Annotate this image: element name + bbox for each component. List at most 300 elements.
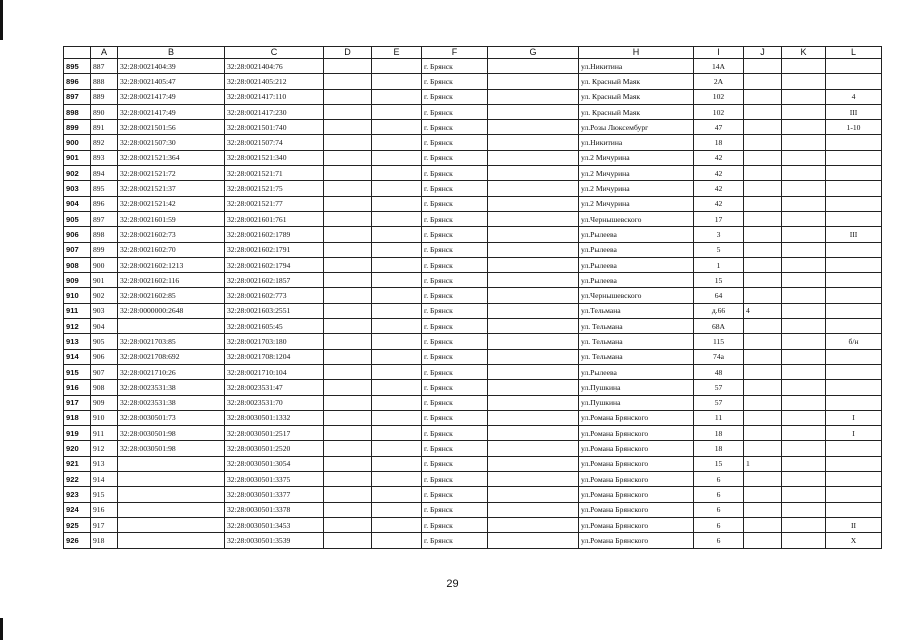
cell-d[interactable] <box>324 211 372 226</box>
row-number[interactable]: 898 <box>64 104 91 119</box>
cell-f[interactable]: г. Брянск <box>422 319 488 334</box>
cell-i[interactable]: 18 <box>694 441 744 456</box>
cell-c[interactable]: 32:28:0021507:74 <box>225 135 324 150</box>
row-number[interactable]: 900 <box>64 135 91 150</box>
cell-g[interactable] <box>488 257 579 272</box>
cell-g[interactable] <box>488 303 579 318</box>
cell-c[interactable]: 32:28:0021417:110 <box>225 89 324 104</box>
cell-h[interactable]: ул.Рылеева <box>579 242 694 257</box>
cell-a[interactable]: 917 <box>91 517 118 532</box>
cell-c[interactable]: 32:28:0021405:212 <box>225 74 324 89</box>
cell-d[interactable] <box>324 257 372 272</box>
cell-b[interactable]: 32:28:0021501:56 <box>118 120 225 135</box>
column-header-c[interactable]: C <box>225 47 324 59</box>
cell-d[interactable] <box>324 59 372 74</box>
cell-a[interactable]: 905 <box>91 334 118 349</box>
cell-d[interactable] <box>324 472 372 487</box>
cell-h[interactable]: ул. Тельмана <box>579 349 694 364</box>
cell-h[interactable]: ул.Тельмана <box>579 303 694 318</box>
cell-l[interactable] <box>826 150 882 165</box>
cell-l[interactable] <box>826 135 882 150</box>
cell-l[interactable] <box>826 288 882 303</box>
cell-l[interactable]: III <box>826 227 882 242</box>
cell-g[interactable] <box>488 59 579 74</box>
cell-j[interactable] <box>744 181 782 196</box>
cell-g[interactable] <box>488 441 579 456</box>
column-header-j[interactable]: J <box>744 47 782 59</box>
cell-d[interactable] <box>324 410 372 425</box>
cell-h[interactable]: ул. Красный Маяк <box>579 74 694 89</box>
cell-e[interactable] <box>372 380 422 395</box>
cell-c[interactable]: 32:28:0030501:3453 <box>225 517 324 532</box>
cell-c[interactable]: 32:28:0021404:76 <box>225 59 324 74</box>
cell-l[interactable]: I <box>826 426 882 441</box>
cell-g[interactable] <box>488 334 579 349</box>
cell-f[interactable]: г. Брянск <box>422 410 488 425</box>
cell-k[interactable] <box>782 181 826 196</box>
cell-i[interactable]: 6 <box>694 472 744 487</box>
cell-a[interactable]: 894 <box>91 166 118 181</box>
cell-d[interactable] <box>324 487 372 502</box>
column-header-f[interactable]: F <box>422 47 488 59</box>
cell-h[interactable]: ул.Романа Брянского <box>579 441 694 456</box>
cell-k[interactable] <box>782 150 826 165</box>
cell-k[interactable] <box>782 166 826 181</box>
row-number[interactable]: 909 <box>64 273 91 288</box>
column-header-i[interactable]: I <box>694 47 744 59</box>
cell-e[interactable] <box>372 288 422 303</box>
cell-l[interactable] <box>826 456 882 471</box>
cell-d[interactable] <box>324 380 372 395</box>
cell-k[interactable] <box>782 104 826 119</box>
cell-a[interactable]: 916 <box>91 502 118 517</box>
cell-j[interactable] <box>744 441 782 456</box>
cell-i[interactable]: 6 <box>694 517 744 532</box>
row-number[interactable]: 919 <box>64 426 91 441</box>
cell-b[interactable]: 32:28:0021710:26 <box>118 364 225 379</box>
cell-k[interactable] <box>782 502 826 517</box>
cell-c[interactable]: 32:28:0021605:45 <box>225 319 324 334</box>
cell-c[interactable]: 32:28:0021602:1789 <box>225 227 324 242</box>
cell-f[interactable]: г. Брянск <box>422 273 488 288</box>
cell-b[interactable]: 32:28:0021708:692 <box>118 349 225 364</box>
cell-j[interactable] <box>744 273 782 288</box>
cell-d[interactable] <box>324 242 372 257</box>
cell-j[interactable]: 4 <box>744 303 782 318</box>
cell-h[interactable]: ул.Рылеева <box>579 273 694 288</box>
cell-k[interactable] <box>782 89 826 104</box>
cell-l[interactable] <box>826 319 882 334</box>
cell-a[interactable]: 897 <box>91 211 118 226</box>
cell-k[interactable] <box>782 74 826 89</box>
cell-g[interactable] <box>488 273 579 288</box>
cell-e[interactable] <box>372 227 422 242</box>
cell-l[interactable]: III <box>826 104 882 119</box>
cell-f[interactable]: г. Брянск <box>422 426 488 441</box>
cell-f[interactable]: г. Брянск <box>422 303 488 318</box>
cell-k[interactable] <box>782 211 826 226</box>
cell-g[interactable] <box>488 380 579 395</box>
cell-e[interactable] <box>372 150 422 165</box>
row-number[interactable]: 906 <box>64 227 91 242</box>
cell-d[interactable] <box>324 166 372 181</box>
cell-j[interactable] <box>744 150 782 165</box>
cell-f[interactable]: г. Брянск <box>422 257 488 272</box>
cell-f[interactable]: г. Брянск <box>422 181 488 196</box>
cell-f[interactable]: г. Брянск <box>422 150 488 165</box>
cell-a[interactable]: 913 <box>91 456 118 471</box>
row-number[interactable]: 916 <box>64 380 91 395</box>
cell-e[interactable] <box>372 196 422 211</box>
cell-j[interactable] <box>744 380 782 395</box>
cell-c[interactable]: 32:28:0030501:2517 <box>225 426 324 441</box>
cell-l[interactable] <box>826 487 882 502</box>
cell-c[interactable]: 32:28:0021602:773 <box>225 288 324 303</box>
cell-h[interactable]: ул.Рылеева <box>579 227 694 242</box>
cell-i[interactable]: 48 <box>694 364 744 379</box>
cell-c[interactable]: 32:28:0021603:2551 <box>225 303 324 318</box>
cell-e[interactable] <box>372 533 422 548</box>
cell-e[interactable] <box>372 349 422 364</box>
cell-j[interactable] <box>744 196 782 211</box>
cell-l[interactable] <box>826 257 882 272</box>
cell-d[interactable] <box>324 502 372 517</box>
row-number[interactable]: 905 <box>64 211 91 226</box>
cell-i[interactable]: 5 <box>694 242 744 257</box>
cell-a[interactable]: 893 <box>91 150 118 165</box>
row-number[interactable]: 912 <box>64 319 91 334</box>
cell-j[interactable] <box>744 288 782 303</box>
cell-k[interactable] <box>782 120 826 135</box>
cell-j[interactable] <box>744 364 782 379</box>
cell-a[interactable]: 889 <box>91 89 118 104</box>
cell-h[interactable]: ул. Тельмана <box>579 334 694 349</box>
column-header-l[interactable]: L <box>826 47 882 59</box>
cell-i[interactable]: 42 <box>694 196 744 211</box>
cell-g[interactable] <box>488 517 579 532</box>
cell-d[interactable] <box>324 517 372 532</box>
cell-k[interactable] <box>782 319 826 334</box>
cell-d[interactable] <box>324 74 372 89</box>
cell-c[interactable]: 32:28:0021708:1204 <box>225 349 324 364</box>
cell-f[interactable]: г. Брянск <box>422 487 488 502</box>
cell-h[interactable]: ул. Красный Маяк <box>579 89 694 104</box>
cell-c[interactable]: 32:28:0021521:71 <box>225 166 324 181</box>
cell-b[interactable] <box>118 456 225 471</box>
cell-c[interactable]: 32:28:0021602:1791 <box>225 242 324 257</box>
cell-j[interactable] <box>744 211 782 226</box>
cell-f[interactable]: г. Брянск <box>422 104 488 119</box>
row-number[interactable]: 897 <box>64 89 91 104</box>
cell-b[interactable]: 32:28:0030501:98 <box>118 441 225 456</box>
cell-k[interactable] <box>782 303 826 318</box>
cell-i[interactable]: 115 <box>694 334 744 349</box>
cell-b[interactable]: 32:28:0023531:38 <box>118 395 225 410</box>
cell-a[interactable]: 918 <box>91 533 118 548</box>
cell-f[interactable]: г. Брянск <box>422 227 488 242</box>
cell-k[interactable] <box>782 380 826 395</box>
cell-j[interactable] <box>744 227 782 242</box>
cell-h[interactable]: ул.Рылеева <box>579 257 694 272</box>
cell-f[interactable]: г. Брянск <box>422 135 488 150</box>
cell-a[interactable]: 911 <box>91 426 118 441</box>
cell-d[interactable] <box>324 303 372 318</box>
cell-i[interactable]: д.66 <box>694 303 744 318</box>
cell-g[interactable] <box>488 135 579 150</box>
cell-k[interactable] <box>782 59 826 74</box>
cell-j[interactable] <box>744 410 782 425</box>
cell-i[interactable]: 47 <box>694 120 744 135</box>
cell-b[interactable]: 32:28:0021601:59 <box>118 211 225 226</box>
cell-e[interactable] <box>372 364 422 379</box>
cell-d[interactable] <box>324 456 372 471</box>
row-number[interactable]: 895 <box>64 59 91 74</box>
cell-c[interactable]: 32:28:0030501:3375 <box>225 472 324 487</box>
cell-f[interactable]: г. Брянск <box>422 349 488 364</box>
row-number[interactable]: 923 <box>64 487 91 502</box>
cell-f[interactable]: г. Брянск <box>422 59 488 74</box>
cell-d[interactable] <box>324 196 372 211</box>
cell-i[interactable]: 6 <box>694 487 744 502</box>
cell-c[interactable]: 32:28:0030501:3054 <box>225 456 324 471</box>
cell-d[interactable] <box>324 89 372 104</box>
cell-j[interactable] <box>744 502 782 517</box>
cell-i[interactable]: 102 <box>694 89 744 104</box>
row-number[interactable]: 920 <box>64 441 91 456</box>
cell-c[interactable]: 32:28:0021710:104 <box>225 364 324 379</box>
cell-d[interactable] <box>324 395 372 410</box>
cell-b[interactable] <box>118 487 225 502</box>
cell-d[interactable] <box>324 364 372 379</box>
cell-j[interactable] <box>744 334 782 349</box>
cell-a[interactable]: 891 <box>91 120 118 135</box>
cell-b[interactable]: 32:28:0000000:2648 <box>118 303 225 318</box>
cell-b[interactable]: 32:28:0021602:73 <box>118 227 225 242</box>
cell-j[interactable] <box>744 242 782 257</box>
row-number[interactable]: 907 <box>64 242 91 257</box>
cell-i[interactable]: 6 <box>694 533 744 548</box>
cell-e[interactable] <box>372 257 422 272</box>
cell-g[interactable] <box>488 349 579 364</box>
cell-e[interactable] <box>372 135 422 150</box>
column-header-e[interactable]: E <box>372 47 422 59</box>
cell-g[interactable] <box>488 487 579 502</box>
cell-l[interactable] <box>826 441 882 456</box>
cell-l[interactable] <box>826 166 882 181</box>
cell-e[interactable] <box>372 395 422 410</box>
cell-k[interactable] <box>782 196 826 211</box>
cell-j[interactable] <box>744 104 782 119</box>
cell-i[interactable]: 42 <box>694 166 744 181</box>
cell-l[interactable] <box>826 211 882 226</box>
cell-c[interactable]: 32:28:0030501:2520 <box>225 441 324 456</box>
cell-i[interactable]: 14А <box>694 59 744 74</box>
cell-k[interactable] <box>782 273 826 288</box>
cell-h[interactable]: ул.2 Мичурина <box>579 181 694 196</box>
cell-f[interactable]: г. Брянск <box>422 517 488 532</box>
cell-g[interactable] <box>488 288 579 303</box>
cell-j[interactable] <box>744 517 782 532</box>
cell-e[interactable] <box>372 89 422 104</box>
cell-b[interactable] <box>118 319 225 334</box>
cell-g[interactable] <box>488 242 579 257</box>
cell-j[interactable] <box>744 257 782 272</box>
cell-i[interactable]: 42 <box>694 150 744 165</box>
row-number[interactable]: 915 <box>64 364 91 379</box>
cell-f[interactable]: г. Брянск <box>422 89 488 104</box>
cell-b[interactable]: 32:28:0021602:116 <box>118 273 225 288</box>
cell-c[interactable]: 32:28:0030501:3378 <box>225 502 324 517</box>
cell-l[interactable] <box>826 364 882 379</box>
cell-b[interactable] <box>118 517 225 532</box>
cell-j[interactable] <box>744 319 782 334</box>
cell-i[interactable]: 18 <box>694 135 744 150</box>
cell-b[interactable]: 32:28:0021404:39 <box>118 59 225 74</box>
cell-b[interactable]: 32:28:0023531:38 <box>118 380 225 395</box>
row-number[interactable]: 899 <box>64 120 91 135</box>
cell-i[interactable]: 11 <box>694 410 744 425</box>
cell-a[interactable]: 890 <box>91 104 118 119</box>
cell-i[interactable]: 1 <box>694 257 744 272</box>
cell-i[interactable]: 74а <box>694 349 744 364</box>
cell-h[interactable]: ул.Романа Брянского <box>579 533 694 548</box>
cell-h[interactable]: ул.Никитина <box>579 59 694 74</box>
cell-i[interactable]: 6 <box>694 502 744 517</box>
cell-i[interactable]: 57 <box>694 395 744 410</box>
cell-j[interactable] <box>744 89 782 104</box>
cell-c[interactable]: 32:28:0021521:340 <box>225 150 324 165</box>
cell-j[interactable] <box>744 533 782 548</box>
cell-f[interactable]: г. Брянск <box>422 502 488 517</box>
cell-g[interactable] <box>488 502 579 517</box>
cell-e[interactable] <box>372 242 422 257</box>
cell-l[interactable] <box>826 349 882 364</box>
cell-e[interactable] <box>372 426 422 441</box>
cell-l[interactable]: 1-10 <box>826 120 882 135</box>
cell-d[interactable] <box>324 441 372 456</box>
cell-b[interactable]: 32:28:0021521:42 <box>118 196 225 211</box>
cell-e[interactable] <box>372 472 422 487</box>
cell-l[interactable] <box>826 196 882 211</box>
cell-l[interactable] <box>826 502 882 517</box>
cell-e[interactable] <box>372 410 422 425</box>
cell-h[interactable]: ул. Тельмана <box>579 319 694 334</box>
cell-c[interactable]: 32:28:0021417:230 <box>225 104 324 119</box>
cell-d[interactable] <box>324 426 372 441</box>
cell-b[interactable]: 32:28:0021405:47 <box>118 74 225 89</box>
cell-g[interactable] <box>488 74 579 89</box>
cell-g[interactable] <box>488 395 579 410</box>
cell-g[interactable] <box>488 211 579 226</box>
cell-h[interactable]: ул.Пушкина <box>579 395 694 410</box>
row-number[interactable]: 896 <box>64 74 91 89</box>
row-number[interactable]: 910 <box>64 288 91 303</box>
cell-i[interactable]: 2А <box>694 74 744 89</box>
cell-b[interactable] <box>118 502 225 517</box>
cell-a[interactable]: 896 <box>91 196 118 211</box>
cell-j[interactable] <box>744 395 782 410</box>
cell-g[interactable] <box>488 456 579 471</box>
cell-l[interactable]: X <box>826 533 882 548</box>
cell-d[interactable] <box>324 349 372 364</box>
cell-e[interactable] <box>372 211 422 226</box>
cell-d[interactable] <box>324 104 372 119</box>
row-number[interactable]: 925 <box>64 517 91 532</box>
cell-l[interactable] <box>826 181 882 196</box>
cell-e[interactable] <box>372 456 422 471</box>
cell-b[interactable]: 32:28:0021602:85 <box>118 288 225 303</box>
cell-h[interactable]: ул.Розы Люксембург <box>579 120 694 135</box>
cell-a[interactable]: 887 <box>91 59 118 74</box>
cell-l[interactable] <box>826 395 882 410</box>
cell-g[interactable] <box>488 426 579 441</box>
row-number[interactable]: 911 <box>64 303 91 318</box>
cell-l[interactable] <box>826 380 882 395</box>
cell-k[interactable] <box>782 242 826 257</box>
cell-b[interactable] <box>118 472 225 487</box>
cell-k[interactable] <box>782 410 826 425</box>
cell-i[interactable]: 17 <box>694 211 744 226</box>
cell-a[interactable]: 906 <box>91 349 118 364</box>
column-header-k[interactable]: K <box>782 47 826 59</box>
row-number[interactable]: 913 <box>64 334 91 349</box>
cell-f[interactable]: г. Брянск <box>422 395 488 410</box>
cell-b[interactable]: 32:28:0021521:37 <box>118 181 225 196</box>
cell-b[interactable]: 32:28:0021521:72 <box>118 166 225 181</box>
cell-l[interactable] <box>826 242 882 257</box>
row-number[interactable]: 917 <box>64 395 91 410</box>
row-number[interactable]: 922 <box>64 472 91 487</box>
cell-k[interactable] <box>782 456 826 471</box>
cell-i[interactable]: 68А <box>694 319 744 334</box>
cell-e[interactable] <box>372 502 422 517</box>
cell-j[interactable] <box>744 166 782 181</box>
cell-l[interactable]: II <box>826 517 882 532</box>
cell-c[interactable]: 32:28:0030501:3539 <box>225 533 324 548</box>
cell-f[interactable]: г. Брянск <box>422 472 488 487</box>
row-number[interactable]: 918 <box>64 410 91 425</box>
cell-d[interactable] <box>324 273 372 288</box>
row-number[interactable]: 924 <box>64 502 91 517</box>
cell-c[interactable]: 32:28:0021521:77 <box>225 196 324 211</box>
cell-h[interactable]: ул.Романа Брянского <box>579 472 694 487</box>
cell-g[interactable] <box>488 533 579 548</box>
cell-d[interactable] <box>324 181 372 196</box>
cell-d[interactable] <box>324 288 372 303</box>
cell-l[interactable] <box>826 472 882 487</box>
cell-e[interactable] <box>372 120 422 135</box>
cell-g[interactable] <box>488 364 579 379</box>
cell-f[interactable]: г. Брянск <box>422 456 488 471</box>
cell-a[interactable]: 910 <box>91 410 118 425</box>
cell-l[interactable]: б/н <box>826 334 882 349</box>
column-header-d[interactable]: D <box>324 47 372 59</box>
cell-c[interactable]: 32:28:0021521:75 <box>225 181 324 196</box>
cell-f[interactable]: г. Брянск <box>422 288 488 303</box>
cell-a[interactable]: 914 <box>91 472 118 487</box>
cell-d[interactable] <box>324 533 372 548</box>
cell-g[interactable] <box>488 150 579 165</box>
cell-e[interactable] <box>372 104 422 119</box>
cell-i[interactable]: 102 <box>694 104 744 119</box>
cell-a[interactable]: 904 <box>91 319 118 334</box>
cell-a[interactable]: 912 <box>91 441 118 456</box>
cell-g[interactable] <box>488 166 579 181</box>
cell-a[interactable]: 903 <box>91 303 118 318</box>
cell-k[interactable] <box>782 135 826 150</box>
cell-h[interactable]: ул.Романа Брянского <box>579 502 694 517</box>
cell-d[interactable] <box>324 135 372 150</box>
